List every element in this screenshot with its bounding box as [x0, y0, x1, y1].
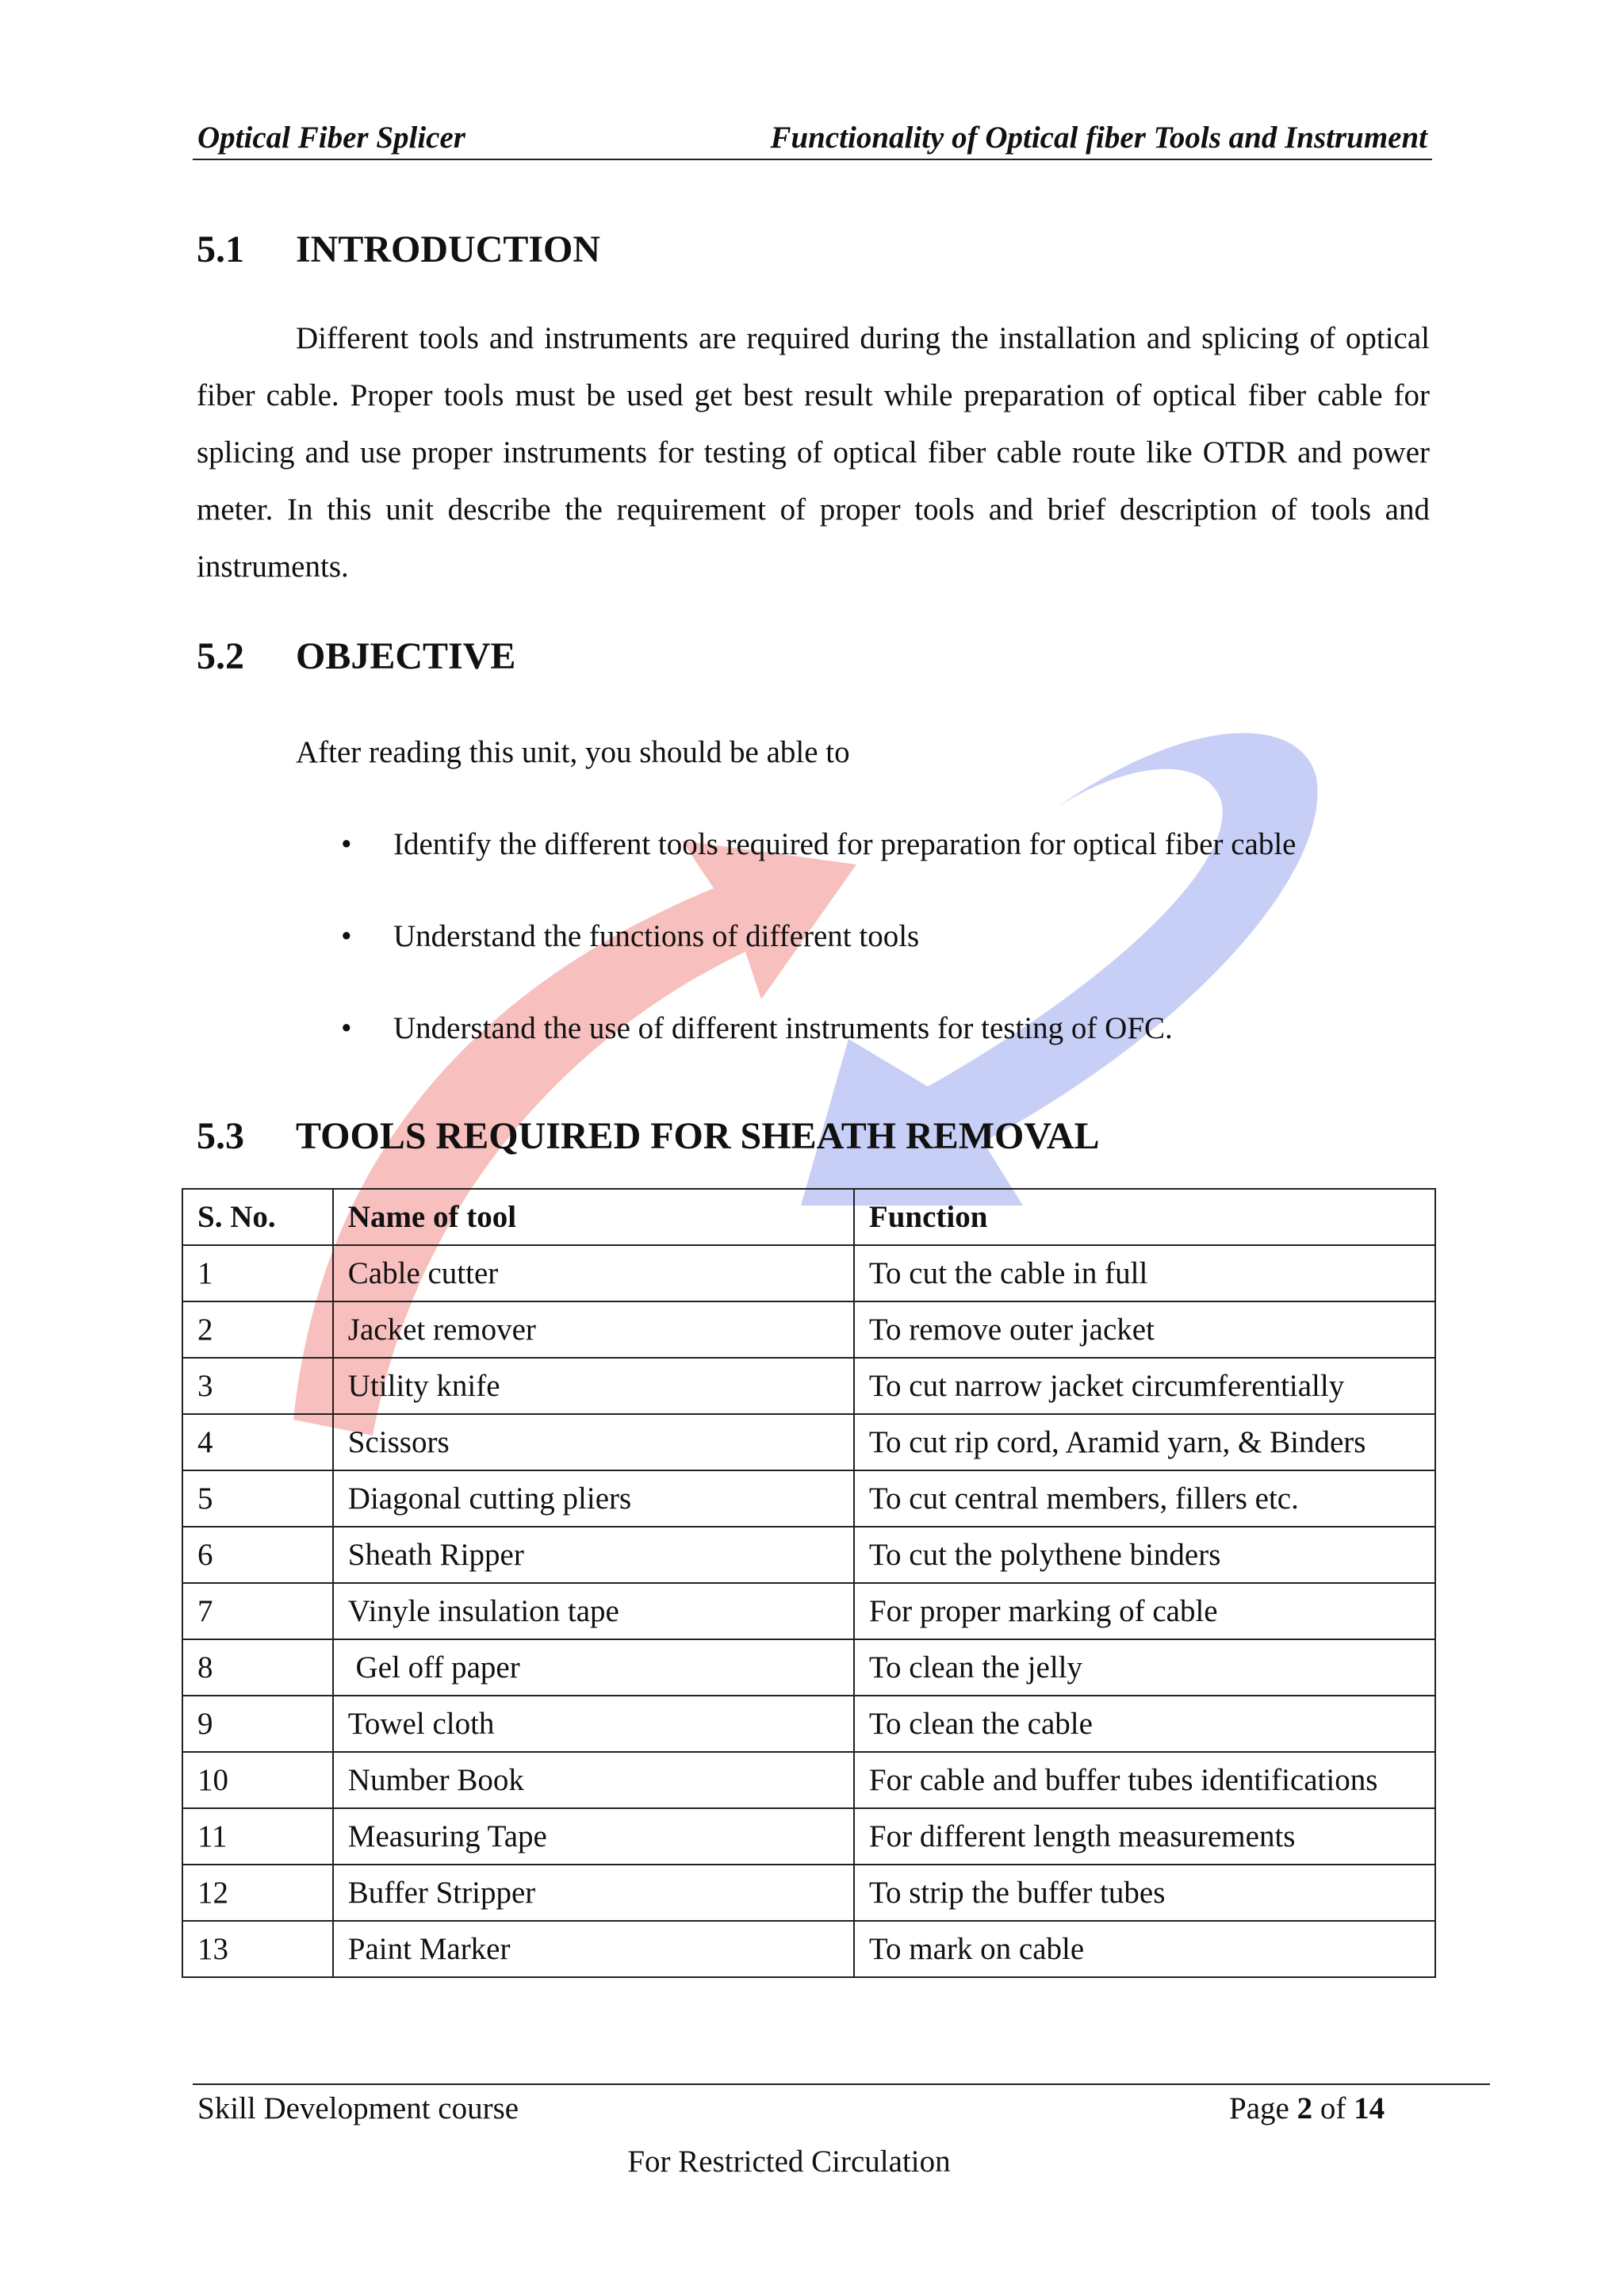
cell-function: To remove outer jacket	[854, 1301, 1435, 1358]
table-row	[182, 1639, 1435, 1696]
list-item	[341, 1005, 1296, 1097]
cell-tool-name: Towel cloth	[333, 1696, 854, 1752]
cell-tool-name: Diagonal cutting pliers	[333, 1470, 854, 1527]
section-number: 5.1	[197, 228, 244, 270]
table-row	[182, 1808, 1435, 1865]
cell-function: To cut central members, fillers etc.	[854, 1470, 1435, 1527]
cell-function: To mark on cable	[854, 1921, 1435, 1977]
table-row	[182, 1752, 1435, 1808]
cell-tool-name: Number Book	[333, 1752, 854, 1808]
cell-function: To cut rip cord, Aramid yarn, & Binders	[854, 1414, 1435, 1470]
objective-bullet-list	[341, 821, 1296, 1097]
cell-function: To cut the cable in full	[854, 1245, 1435, 1301]
section-title: INTRODUCTION	[296, 228, 601, 270]
table-row	[182, 1470, 1435, 1527]
cell-tool-name: Vinyle insulation tape	[333, 1583, 854, 1639]
table-row	[182, 1245, 1435, 1301]
tools-table	[182, 1188, 1436, 1978]
column-header-function: Function	[854, 1189, 1435, 1245]
bullet-text: Understand the functions of different tools	[393, 919, 920, 953]
page-current: 2	[1297, 2091, 1313, 2125]
table-row	[182, 1865, 1435, 1921]
introduction-paragraph: Different tools and instruments are required during the installation and splicing of optical fiber cable. Proper tools must be used get best result while preparation of optical fiber cable for splicing and use proper instruments for testing of optical fiber cable route like OTDR and power meter. In this unit describe the requirement of proper tools and brief description of tools and instruments.	[197, 321, 1430, 584]
cell-function: To strip the buffer tubes	[854, 1865, 1435, 1921]
header-course-title: Optical Fiber Splicer	[197, 121, 465, 155]
cell-sno: 3	[182, 1358, 333, 1414]
cell-tool-name: Utility knife	[333, 1358, 854, 1414]
section-number: 5.3	[197, 1115, 244, 1157]
bullet-text: Understand the use of different instruments for testing of OFC.	[393, 1011, 1173, 1045]
header-chapter-title: Functionality of Optical fiber Tools and Instrument	[770, 121, 1427, 155]
footer-page-number	[1229, 2091, 1385, 2126]
bullet-text: Identify the different tools required for preparation for optical fiber cable	[393, 827, 1297, 861]
section-title: OBJECTIVE	[296, 635, 516, 677]
list-item	[341, 821, 1296, 913]
section-title: TOOLS REQUIRED FOR SHEATH REMOVAL	[296, 1115, 1100, 1157]
cell-function: To clean the jelly	[854, 1639, 1435, 1696]
cell-sno: 2	[182, 1301, 333, 1358]
cell-function: For different length measurements	[854, 1808, 1435, 1865]
bullet-icon: •	[341, 919, 352, 953]
cell-tool-name: Paint Marker	[333, 1921, 854, 1977]
column-header-sno: S. No.	[182, 1189, 333, 1245]
cell-sno: 10	[182, 1752, 333, 1808]
table-row	[182, 1583, 1435, 1639]
list-item	[341, 913, 1296, 1005]
bullet-icon: •	[341, 827, 352, 861]
page-total: 14	[1354, 2091, 1385, 2125]
page-of-label: of	[1320, 2091, 1346, 2125]
cell-sno: 9	[182, 1696, 333, 1752]
running-header	[193, 119, 1432, 160]
section-heading-tools	[197, 1114, 1100, 1158]
cell-sno: 8	[182, 1639, 333, 1696]
cell-sno: 13	[182, 1921, 333, 1977]
cell-sno: 12	[182, 1865, 333, 1921]
table-header-row	[182, 1189, 1435, 1245]
cell-tool-name: Cable cutter	[333, 1245, 854, 1301]
table-row	[182, 1301, 1435, 1358]
table-row	[182, 1921, 1435, 1977]
table-row	[182, 1696, 1435, 1752]
objective-lead-text: After reading this unit, you should be able to	[296, 735, 850, 769]
footer-course-name: Skill Development course	[197, 2091, 519, 2125]
cell-sno: 1	[182, 1245, 333, 1301]
table-row	[182, 1527, 1435, 1583]
cell-sno: 6	[182, 1527, 333, 1583]
cell-sno: 7	[182, 1583, 333, 1639]
cell-function: For cable and buffer tubes identifications	[854, 1752, 1435, 1808]
cell-tool-name: Measuring Tape	[333, 1808, 854, 1865]
cell-sno: 11	[182, 1808, 333, 1865]
cell-tool-name: Gel off paper	[333, 1639, 854, 1696]
section-heading-objective	[197, 634, 515, 678]
cell-function: To clean the cable	[854, 1696, 1435, 1752]
cell-tool-name: Sheath Ripper	[333, 1527, 854, 1583]
cell-function: For proper marking of cable	[854, 1583, 1435, 1639]
cell-function: To cut the polythene binders	[854, 1527, 1435, 1583]
cell-function: To cut narrow jacket circumferentially	[854, 1358, 1435, 1414]
bullet-icon: •	[341, 1011, 352, 1045]
table-row	[182, 1414, 1435, 1470]
cell-sno: 5	[182, 1470, 333, 1527]
table-row	[182, 1358, 1435, 1414]
section-number: 5.2	[197, 635, 244, 677]
section-heading-introduction	[197, 228, 600, 271]
cell-tool-name: Scissors	[333, 1414, 854, 1470]
column-header-tool-name: Name of tool	[333, 1189, 854, 1245]
cell-tool-name: Buffer Stripper	[333, 1865, 854, 1921]
footer-circulation-note: For Restricted Circulation	[627, 2145, 951, 2179]
cell-tool-name: Jacket remover	[333, 1301, 854, 1358]
footer-divider	[193, 2083, 1490, 2085]
cell-sno: 4	[182, 1414, 333, 1470]
page-label: Page	[1229, 2091, 1289, 2125]
